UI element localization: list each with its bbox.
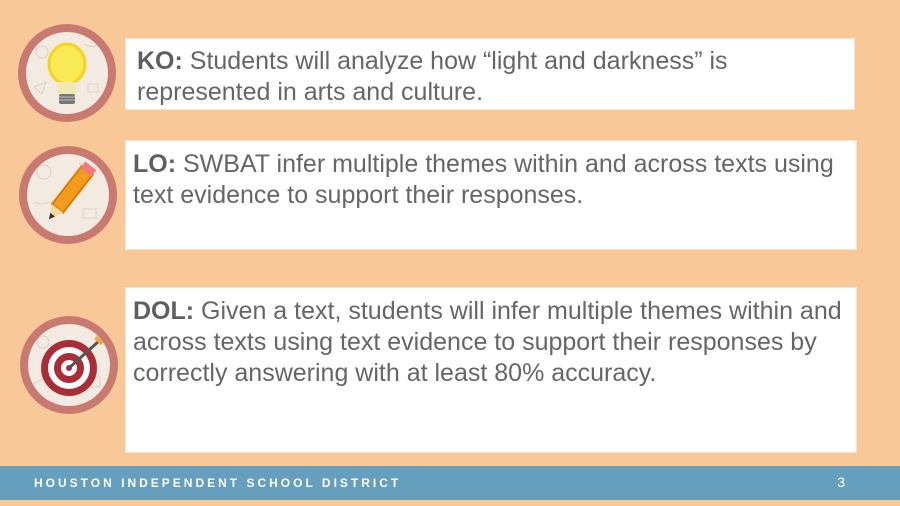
demonstration-of-learning-card (125, 287, 857, 453)
ko-label: KO: (137, 47, 183, 75)
knowledge-objective-text (137, 46, 837, 108)
slide-footer (0, 466, 900, 500)
target-icon (20, 316, 118, 414)
lo-text: SWBAT infer multiple themes within and across texts using text evidence to support their responses. (133, 150, 834, 209)
learning-objective-text (133, 149, 848, 211)
lo-label: LO: (133, 150, 177, 178)
dol-label: DOL: (133, 297, 195, 325)
knowledge-objective-card (125, 38, 855, 110)
ko-text: Students will analyze how “light and darkness” is represented in arts and culture. (137, 47, 728, 106)
dol-text: Given a text, students will infer multiple themes within and across texts using text evidence to support their responses by correctly answering with at least 80% accuracy. (133, 297, 842, 387)
learning-objective-card (125, 140, 857, 250)
lightbulb-icon (18, 24, 116, 122)
pencil-icon (19, 146, 117, 244)
demonstration-of-learning-text (133, 296, 848, 389)
district-name: HOUSTON INDEPENDENT SCHOOL DISTRICT (34, 476, 402, 490)
page-number: 3 (837, 474, 845, 490)
